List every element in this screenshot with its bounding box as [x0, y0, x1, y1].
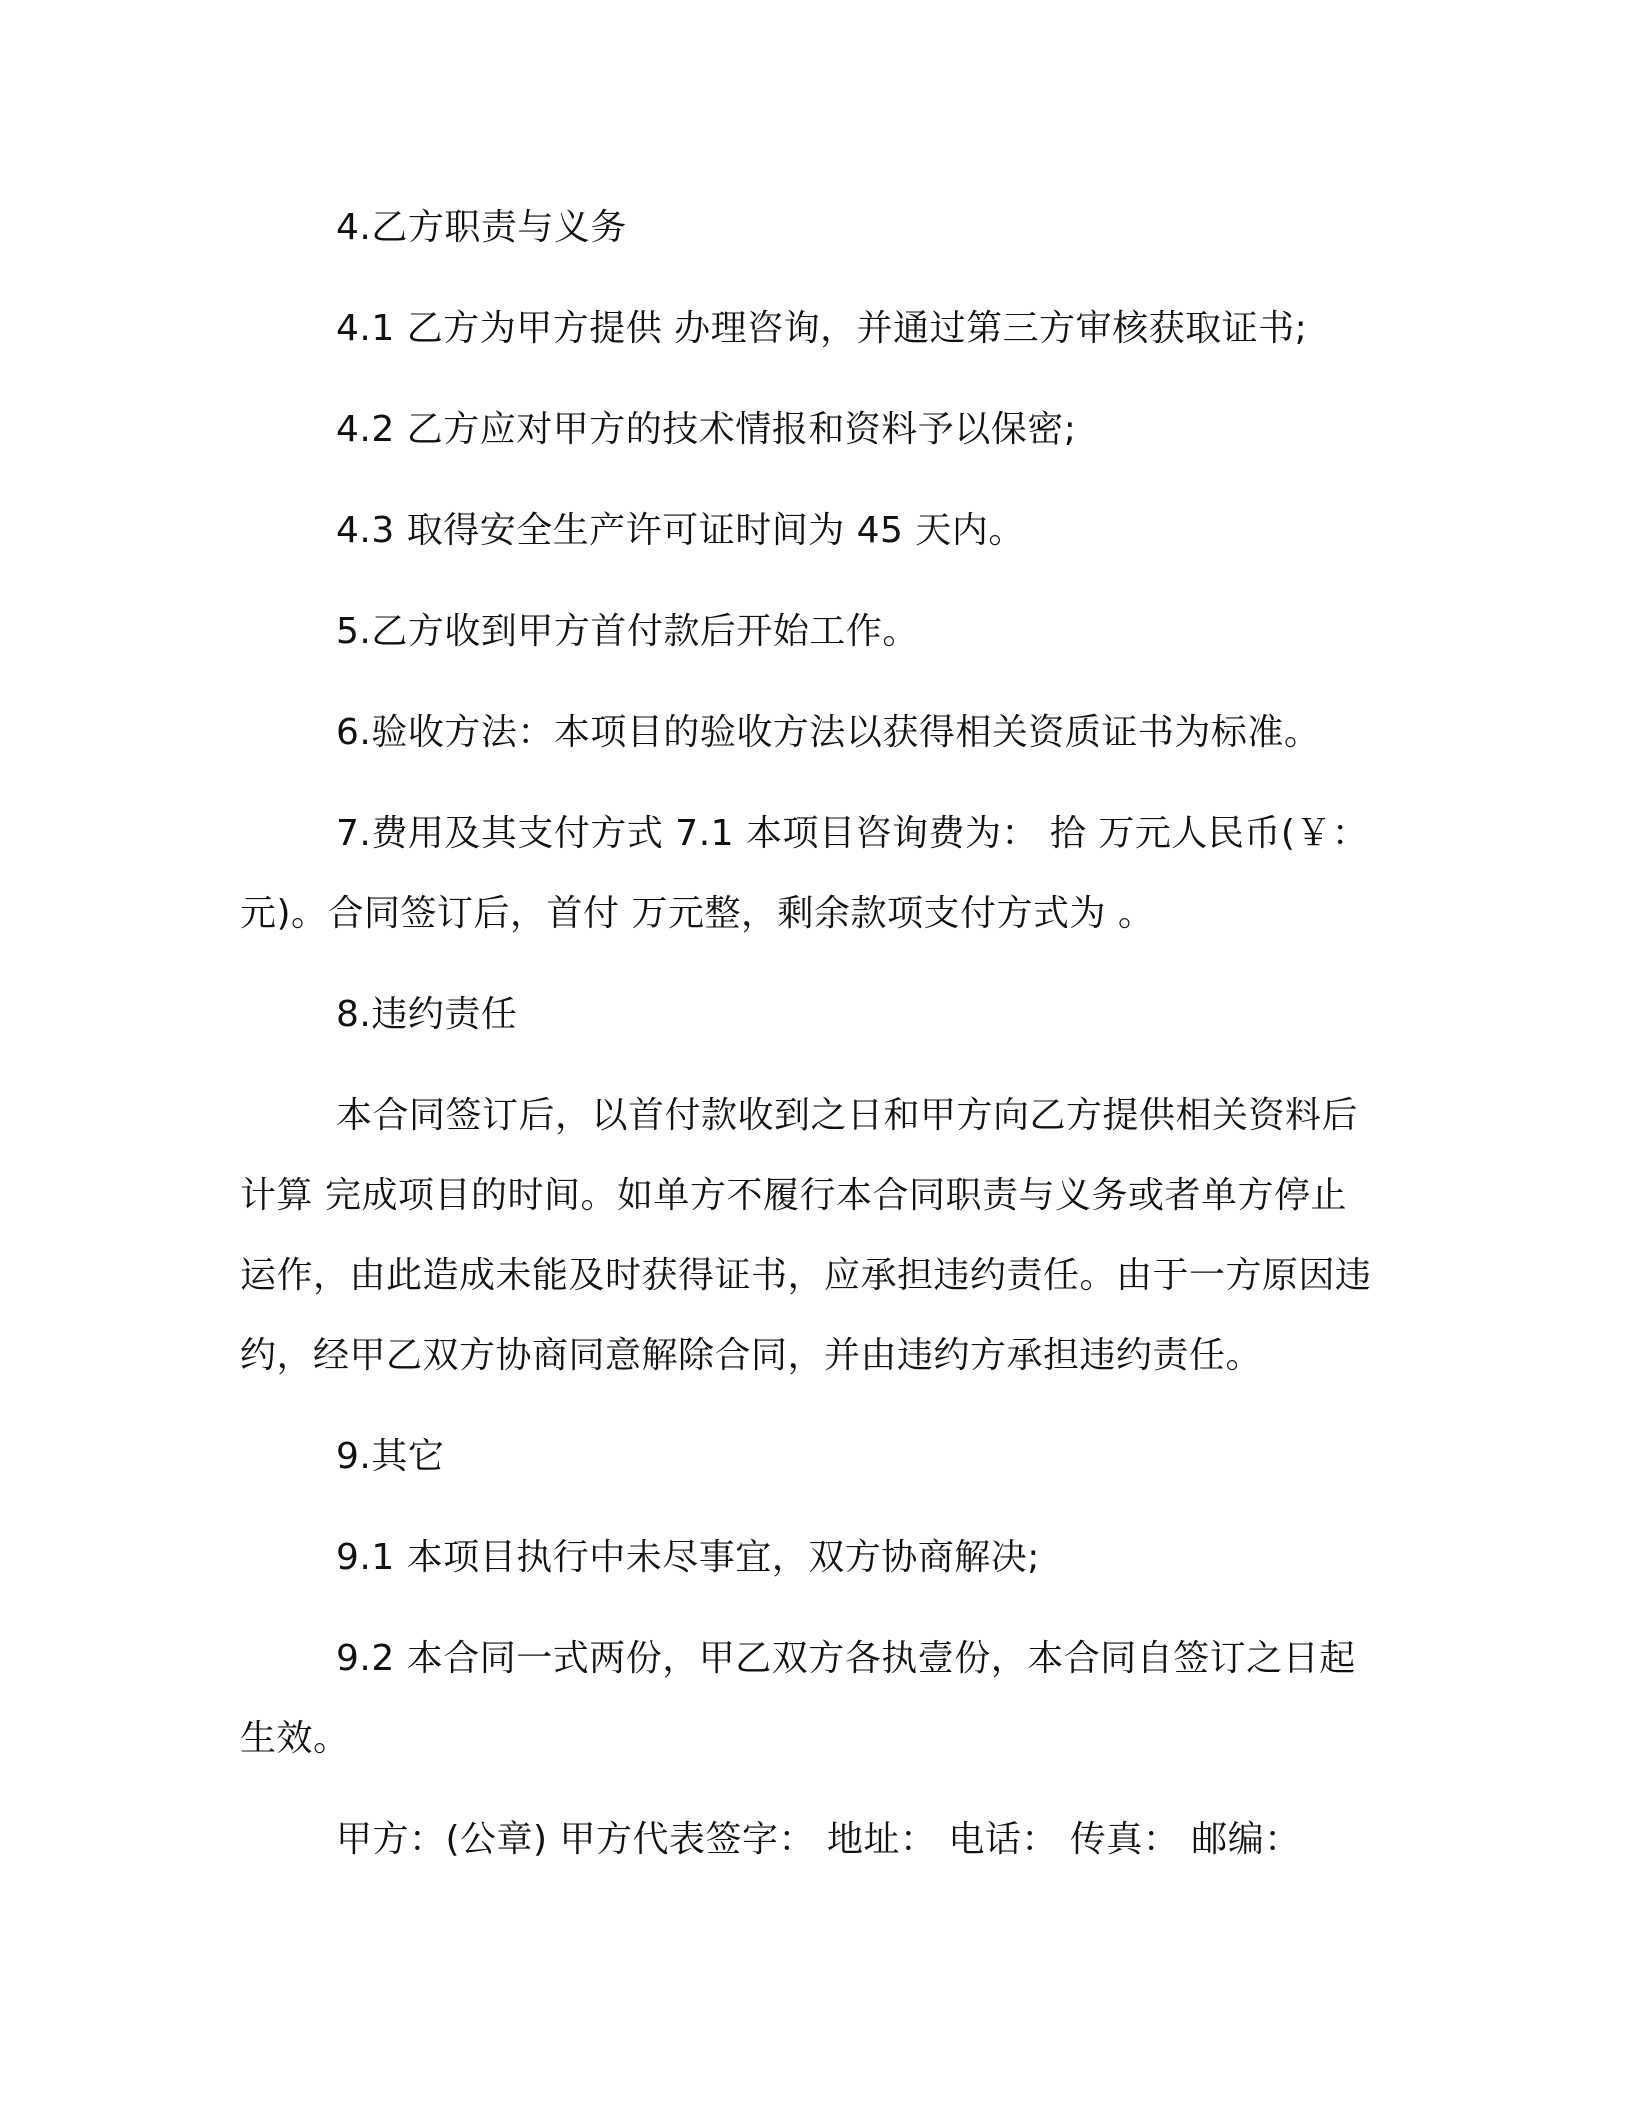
section-heading-obligations: 4.乙方职责与义务 — [336, 207, 627, 248]
liability-paragraph: 本合同签订后，以首付款收到之日和甲方向乙方提供相关资料后计算 完成项目的时间。如单方不履行本合同职责与义务或者单方停止运作，由此造成未能及时获得证书，应承担违约责任。由于一方原因违约，经甲乙双方协商同意解除合同，并由违约方承担违约责任。 — [240, 1095, 1372, 1376]
signature-line: 甲方：(公章) 甲方代表签字： 地址： 电话： 传真： 邮编： — [336, 1819, 1301, 1860]
clause-5: 5.乙方收到甲方首付款后开始工作。 — [336, 611, 919, 652]
clause-4-1: 4.1 乙方为甲方提供 办理咨询，并通过第三方审核获取证书; — [336, 308, 1308, 349]
document-body — [240, 188, 1380, 1880]
clause-6: 6.验收方法：本项目的验收方法以获得相关资质证书为标准。 — [336, 712, 1321, 753]
clause-7: 7.费用及其支付方式 7.1 本项目咨询费为： 拾 万元人民币(￥： 元)。合同签订后，首付 万元整，剩余款项支付方式为 。 — [240, 813, 1369, 934]
clause-9-1: 9.1 本项目执行中未尽事宜，双方协商解决; — [336, 1537, 1040, 1578]
section-heading-liability: 8.违约责任 — [336, 994, 518, 1035]
clause-4-3: 4.3 取得安全生产许可证时间为 45 天内。 — [336, 510, 1025, 551]
section-heading-other: 9.其它 — [336, 1436, 445, 1477]
clause-4-2: 4.2 乙方应对甲方的技术情报和资料予以保密; — [336, 409, 1077, 450]
clause-9-2: 9.2 本合同一式两份，甲乙双方各执壹份，本合同自签订之日起生效。 — [240, 1638, 1356, 1759]
